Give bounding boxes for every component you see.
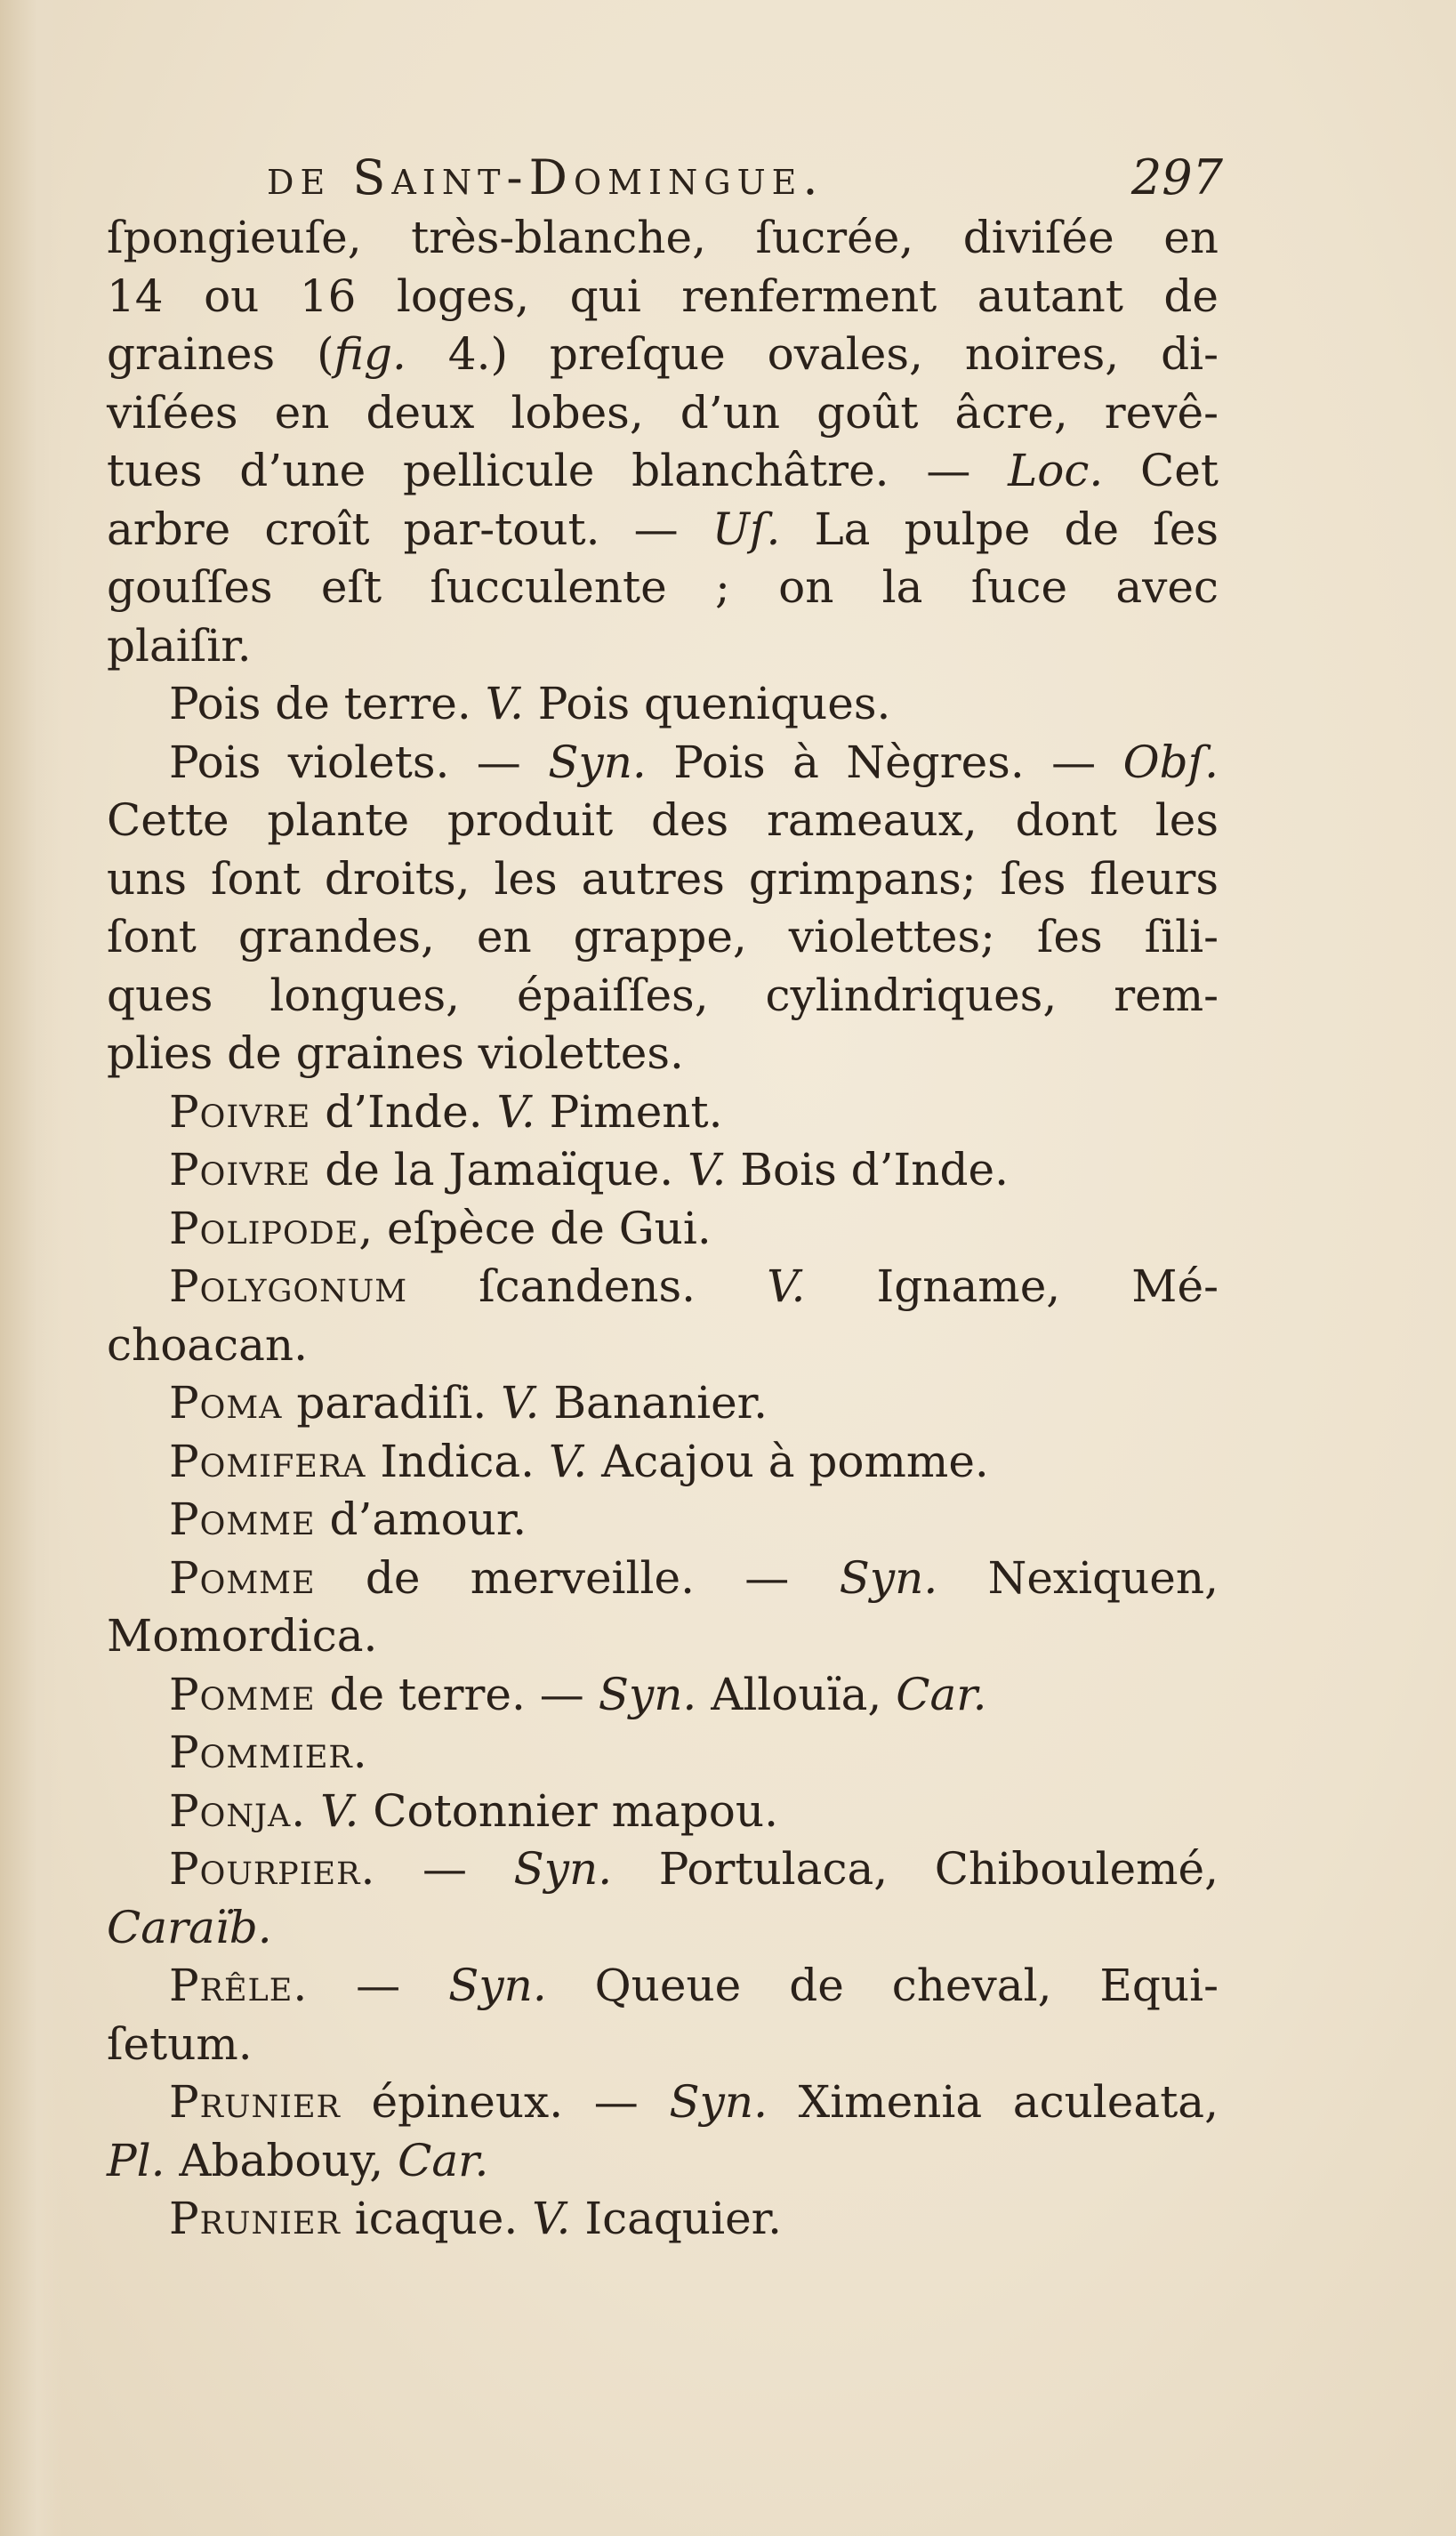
- text-line: [107, 792, 1219, 850]
- text-run: Syn.: [448, 1960, 547, 2011]
- running-head-title: de Saint-Domingue.: [267, 149, 825, 205]
- text-run: plies de graines violettes.: [107, 1027, 684, 1079]
- text-run: Pl.: [107, 2134, 165, 2186]
- text-line: [107, 1200, 1219, 1259]
- text-line: [107, 2132, 1219, 2191]
- text-run: fig.: [334, 328, 406, 380]
- running-head: [267, 149, 1223, 217]
- text-line: [107, 1783, 1219, 1841]
- text-run: Polygonum: [169, 1260, 408, 1312]
- text-line: [107, 1957, 1219, 2016]
- text-run: Syn.: [548, 736, 647, 788]
- text-run: Pois à Nègres. —: [646, 736, 1123, 788]
- text-line: [107, 1141, 1219, 1200]
- text-line: [107, 1374, 1219, 1433]
- text-run: Ababouy,: [165, 2134, 398, 2186]
- text-run: Portulaca, Chiboulemé,: [612, 1843, 1219, 1895]
- text-run: Prêle.: [169, 1960, 309, 2011]
- text-run: Syn.: [598, 1668, 697, 1720]
- text-run: V.: [767, 1260, 806, 1312]
- page-number: 297: [1130, 149, 1223, 205]
- text-run: plaiſir.: [107, 619, 252, 672]
- text-run: ſpongieuſe, très-blanche, ſucrée, diviſée en: [107, 212, 1219, 263]
- text-run: Pois violets. —: [169, 736, 549, 788]
- text-run: d’Inde.: [310, 1085, 497, 1138]
- text-run: Uſ.: [712, 503, 781, 555]
- text-run: —: [308, 1960, 449, 2011]
- text-line: [107, 1083, 1219, 1142]
- text-run: Igname, Mé-: [805, 1260, 1219, 1312]
- text-run: V.: [501, 1377, 540, 1429]
- text-line: [107, 2073, 1219, 2132]
- text-line: [107, 1840, 1219, 1899]
- text-run: ques longues, épaiſſes, cylindriques, rem-: [107, 969, 1219, 1021]
- text-run: ſetum.: [107, 2017, 253, 2070]
- text-line: [107, 268, 1219, 326]
- text-line: [107, 442, 1219, 501]
- text-run: V.: [688, 1144, 727, 1196]
- text-line: [107, 1316, 1219, 1375]
- text-run: Cet: [1103, 445, 1219, 496]
- text-run: V.: [548, 1435, 588, 1487]
- text-line: [107, 967, 1219, 1026]
- text-line: [107, 1724, 1219, 1783]
- text-run: Car.: [398, 2134, 489, 2186]
- body-text: [107, 209, 1219, 2249]
- text-run: Ponja.: [169, 1784, 307, 1837]
- text-line: [107, 675, 1219, 734]
- text-line: [107, 1433, 1219, 1492]
- text-line: [107, 1607, 1219, 1666]
- text-run: Piment.: [535, 1085, 723, 1138]
- text-run: icaque.: [340, 2193, 533, 2244]
- text-line: [107, 1666, 1219, 1725]
- text-run: 4.) preſque ovales, noires, di-: [406, 328, 1219, 380]
- text-run: paradiſi.: [282, 1377, 502, 1429]
- text-line: [107, 1550, 1219, 1608]
- text-run: V.: [532, 2193, 571, 2244]
- text-run: Pomme: [169, 1668, 316, 1720]
- text-run: —: [375, 1843, 514, 1895]
- text-run: d’amour.: [315, 1493, 527, 1545]
- text-run: Icaquier.: [570, 2193, 782, 2244]
- text-line: [107, 1025, 1219, 1083]
- text-line: [107, 734, 1219, 793]
- text-run: V.: [496, 1085, 535, 1138]
- text-line: [107, 559, 1219, 617]
- text-run: Polipode: [169, 1202, 359, 1254]
- text-run: [306, 1785, 320, 1837]
- text-run: Bananier.: [539, 1377, 768, 1429]
- text-run: Pomifera: [169, 1435, 366, 1487]
- text-run: Syn.: [839, 1551, 938, 1604]
- text-run: Pommier.: [169, 1727, 368, 1778]
- text-run: tues d’une pellicule blanchâtre. —: [107, 445, 1009, 496]
- text-run: choacan.: [107, 1318, 309, 1371]
- text-run: gouſſes eſt ſucculente ; on la ſuce avec: [107, 561, 1219, 613]
- text-run: Nexiquen,: [937, 1551, 1219, 1604]
- text-line: [107, 2016, 1219, 2074]
- text-line: [107, 617, 1219, 676]
- text-line: [107, 209, 1219, 268]
- text-run: Car.: [896, 1668, 987, 1720]
- text-run: Pois de terre.: [169, 678, 486, 729]
- text-run: ſont grandes, en grappe, violettes; ſes ſili-: [107, 911, 1219, 962]
- text-line: [107, 1899, 1219, 1958]
- text-line: [107, 2190, 1219, 2249]
- text-run: de merveille. —: [315, 1551, 840, 1604]
- text-run: Pomme: [169, 1551, 316, 1604]
- page-gutter-shadow: [0, 0, 62, 2536]
- text-run: Pomme: [169, 1493, 316, 1545]
- text-run: Poivre: [169, 1085, 311, 1138]
- text-run: La pulpe de ſes: [780, 503, 1219, 555]
- text-run: 14 ou 16 loges, qui renferment autant de: [107, 270, 1219, 322]
- text-line: [107, 1491, 1219, 1550]
- text-run: Cette plante produit des rameaux, dont les: [107, 794, 1219, 846]
- text-run: Acajou à pomme.: [587, 1435, 989, 1487]
- text-line: [107, 908, 1219, 967]
- text-run: Syn.: [513, 1843, 613, 1895]
- text-run: arbre croît par-tout. —: [107, 503, 712, 555]
- text-run: , eſpèce de Gui.: [358, 1202, 712, 1254]
- text-run: Momordica.: [107, 1610, 378, 1662]
- text-run: Obſ.: [1122, 736, 1219, 788]
- text-run: Indica.: [366, 1435, 549, 1487]
- text-line: [107, 1258, 1219, 1316]
- text-run: Bois d’Inde.: [726, 1144, 1009, 1196]
- text-line: [107, 501, 1219, 560]
- text-run: Allouïa,: [696, 1668, 897, 1720]
- text-run: V.: [485, 678, 524, 729]
- text-run: graines (: [107, 328, 334, 380]
- text-run: Pois queniques.: [523, 678, 891, 729]
- text-run: Caraïb.: [107, 1901, 272, 1953]
- text-run: Prunier: [169, 2193, 341, 2244]
- text-run: Pourpier.: [169, 1843, 376, 1895]
- text-run: viſées en deux lobes, d’un goût âcre, revê-: [107, 386, 1219, 439]
- text-run: ſcandens.: [407, 1260, 768, 1312]
- text-run: de terre. —: [315, 1668, 599, 1720]
- text-run: Prunier: [169, 2076, 341, 2128]
- text-run: uns ſont droits, les autres grimpans; ſes fleurs: [107, 852, 1219, 905]
- text-run: Queue de cheval, Equi-: [546, 1960, 1219, 2011]
- text-run: V.: [320, 1784, 359, 1837]
- text-line: [107, 850, 1219, 909]
- text-run: Loc.: [1008, 445, 1104, 496]
- text-run: épineux. —: [340, 2076, 670, 2128]
- text-run: Ximenia aculeata,: [767, 2076, 1219, 2128]
- text-run: Cotonnier mapou.: [358, 1784, 778, 1837]
- text-run: Poivre: [169, 1144, 311, 1196]
- text-line: [107, 384, 1219, 443]
- text-run: Syn.: [669, 2076, 768, 2128]
- text-run: Poma: [169, 1377, 283, 1429]
- text-line: [107, 326, 1219, 384]
- text-run: de la Jamaïque.: [310, 1144, 688, 1196]
